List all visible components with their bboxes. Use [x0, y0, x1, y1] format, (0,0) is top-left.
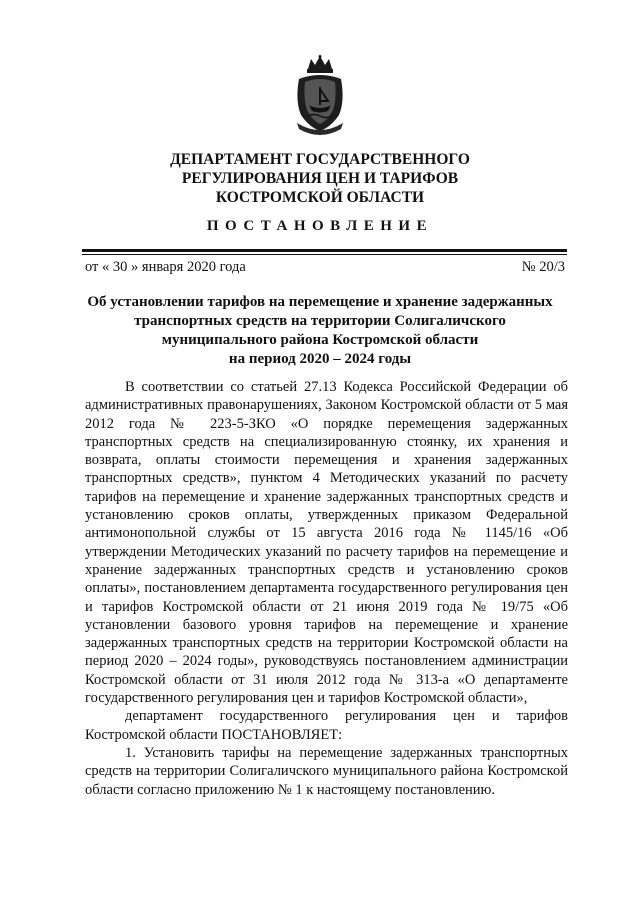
header-line-1: ДЕПАРТАМЕНТ ГОСУДАРСТВЕННОГО	[170, 151, 470, 168]
body-paragraph-resolves: департамент государственного регулирования цен и тарифов Костромской области ПОСТАНОВЛЯЕТ:	[85, 708, 568, 743]
document-number: № 20/3	[521, 259, 565, 275]
department-header	[80, 150, 560, 207]
title-line-2: транспортных средств на территории Солигаличского	[134, 313, 506, 329]
title-line-4: на период 2020 – 2024 годы	[228, 351, 412, 367]
document-body	[85, 378, 568, 799]
header-rule-thick	[82, 249, 567, 252]
date-number-line	[85, 259, 565, 276]
header-line-2: РЕГУЛИРОВАНИЯ ЦЕН И ТАРИФОВ	[181, 170, 459, 187]
coat-of-arms-emblem	[291, 55, 349, 135]
document-date: от « 30 » января 2020 года	[85, 259, 246, 275]
body-paragraph-item-1: 1. Установить тарифы на перемещение задержанных транспортных средств на территории Солигаличского муниципального района Костромской области согласно приложению № 1 к настоящему постановлению.	[85, 744, 568, 798]
document-type-heading: ПОСТАНОВЛЕНИЕ	[206, 218, 434, 234]
header-rule-thin	[82, 254, 567, 255]
title-line-1: Об установлении тарифов на перемещение и хранение задержанных	[87, 294, 553, 310]
title-line-3: муниципального района Костромской области	[161, 332, 479, 348]
document-title	[80, 293, 560, 369]
header-line-3: КОСТРОМСКОЙ ОБЛАСТИ	[215, 189, 425, 206]
body-paragraph-preamble: В соответствии со статьей 27.13 Кодекса Российской Федерации об административных правонарушениях, Законом Костромской области от 5 мая 2012 года № 223-5-ЗКО «О порядке перемещения задержанных транспортных средств на специализированную стоянку, их хранения и возврата, оплаты стоимости перемещения и хранения задержанных транспортных средств», пунктом 4 Методических указаний по расчету тарифов на перемещение и хранение задержанных транспортных средств и установлению сроков оплаты, утвержденных приказом Федеральной антимонопольной службы от 15 августа 2016 года № 1145/16 «Об утверждении Методических указаний по расчету тарифов на перемещение и хранение задержанных транспортных средств и установлению сроков оплаты», постановлением департамента государственного регулирования цен и тарифов Костромской области от 21 июня 2019 года № 19/75 «Об установлении базового уровня тарифов на перемещение и хранение задержанных транспортных средств на территории Костромской области на период 2020 – 2024 годы», руководствуясь постановлением администрации Костромской области от 31 июля 2012 года № 313-а «О департаменте государственного регулирования цен и тарифов Костромской области»,	[85, 379, 568, 707]
